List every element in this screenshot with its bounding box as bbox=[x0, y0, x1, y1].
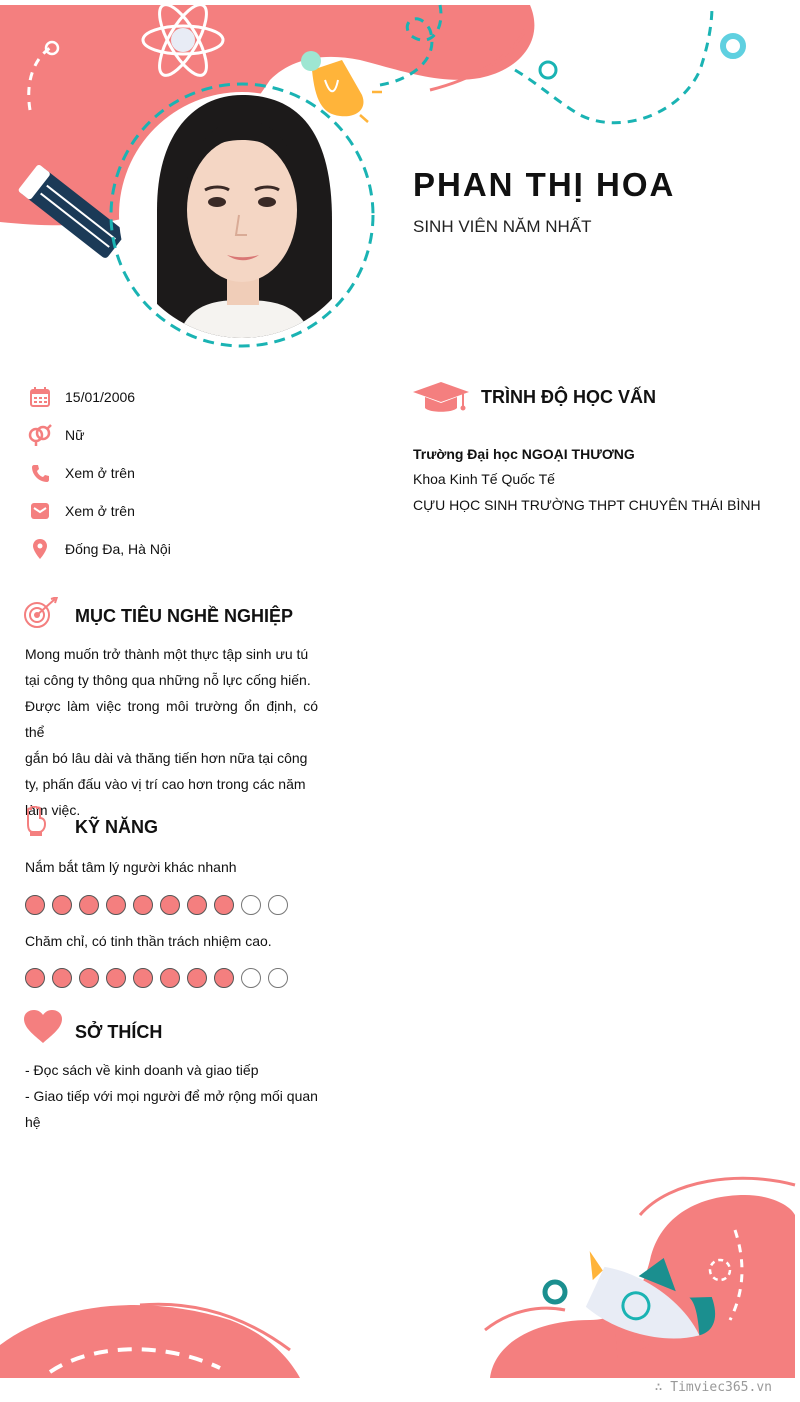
education-faculty: Khoa Kinh Tế Quốc Tế bbox=[413, 471, 555, 487]
rating-dot-filled bbox=[52, 968, 72, 988]
rating-dot-filled bbox=[133, 968, 153, 988]
portrait-photo bbox=[117, 90, 367, 340]
objective-line: gắn bó lâu dài và thăng tiến hơn nữa tại công bbox=[25, 750, 308, 766]
rating-dot-filled bbox=[214, 895, 234, 915]
contact-value: Nữ bbox=[65, 427, 85, 443]
rating-dot-filled bbox=[133, 895, 153, 915]
candidate-name: PHAN THỊ HOA bbox=[413, 166, 676, 203]
contact-email bbox=[28, 499, 135, 523]
email-icon bbox=[28, 499, 52, 523]
contact-phone bbox=[28, 461, 135, 485]
rating-dot-filled bbox=[79, 895, 99, 915]
education-title: TRÌNH ĐỘ HỌC VẤN bbox=[481, 387, 656, 407]
objective-line: tại công ty thông qua những nỗ lực cống hiến. bbox=[25, 672, 311, 688]
rating-dot-empty bbox=[268, 895, 288, 915]
hobbies-text bbox=[25, 1057, 318, 1135]
phone-icon bbox=[28, 461, 52, 485]
rating-dot-empty bbox=[241, 968, 261, 988]
fist-icon bbox=[25, 806, 47, 841]
rating-dot-filled bbox=[160, 895, 180, 915]
rating-dot-filled bbox=[106, 895, 126, 915]
objective-title: MỤC TIÊU NGHỀ NGHIỆP bbox=[75, 606, 294, 626]
objective-line: Được làm việc trong môi trường ổn định, có thể bbox=[25, 698, 318, 740]
education-school: Trường Đại học NGOẠI THƯƠNG bbox=[413, 446, 635, 462]
watermark: ∴ Timviec365.vn bbox=[654, 1380, 772, 1395]
rating-dot-filled bbox=[25, 895, 45, 915]
objective-line: Mong muốn trở thành một thực tập sinh ưu tú bbox=[25, 646, 309, 662]
hobby-line: - Giao tiếp với mọi người để mở rộng mối quan bbox=[25, 1088, 318, 1104]
contact-value: Đống Đa, Hà Nội bbox=[65, 541, 171, 557]
contact-value: 15/01/2006 bbox=[65, 389, 136, 405]
rating-dot-filled bbox=[187, 968, 207, 988]
target-icon bbox=[24, 597, 58, 634]
hobby-line: hệ bbox=[25, 1114, 41, 1130]
objective-line: ty, phấn đấu vào vị trí cao hơn trong các năm bbox=[25, 776, 306, 792]
rating-dot-filled bbox=[187, 895, 207, 915]
heart-icon bbox=[24, 1010, 62, 1049]
rating-dot-filled bbox=[106, 968, 126, 988]
graduation-cap-icon bbox=[413, 380, 469, 421]
skill-rating bbox=[25, 968, 288, 988]
hobbies-title: SỞ THÍCH bbox=[75, 1022, 163, 1042]
skills-title: KỸ NĂNG bbox=[75, 817, 159, 837]
objective-line: làm việc. bbox=[25, 802, 81, 818]
gender-icon bbox=[28, 423, 52, 447]
hobby-line: - Đọc sách về kinh doanh và giao tiếp bbox=[25, 1062, 259, 1078]
skill-label: Chăm chỉ, có tinh thần trách nhiệm cao. bbox=[25, 933, 272, 949]
rating-dot-filled bbox=[25, 968, 45, 988]
calendar-icon bbox=[28, 385, 52, 409]
job-title: SINH VIÊN NĂM NHẤT bbox=[413, 217, 592, 236]
skill-rating bbox=[25, 895, 288, 915]
rating-dot-empty bbox=[268, 968, 288, 988]
skill-label: Nắm bắt tâm lý người khác nhanh bbox=[25, 859, 237, 875]
objective-text bbox=[25, 641, 318, 823]
contact-value: Xem ở trên bbox=[65, 503, 135, 519]
location-pin-icon bbox=[28, 537, 52, 561]
contact-birthday bbox=[28, 385, 135, 409]
education-note: CỰU HỌC SINH TRƯỜNG THPT CHUYÊN THÁI BÌNH bbox=[413, 497, 761, 513]
contact-value: Xem ở trên bbox=[65, 465, 135, 481]
contact-gender bbox=[28, 423, 84, 447]
rating-dot-filled bbox=[52, 895, 72, 915]
contact-address bbox=[28, 537, 171, 561]
rating-dot-filled bbox=[214, 968, 234, 988]
rating-dot-filled bbox=[160, 968, 180, 988]
rating-dot-empty bbox=[241, 895, 261, 915]
rating-dot-filled bbox=[79, 968, 99, 988]
